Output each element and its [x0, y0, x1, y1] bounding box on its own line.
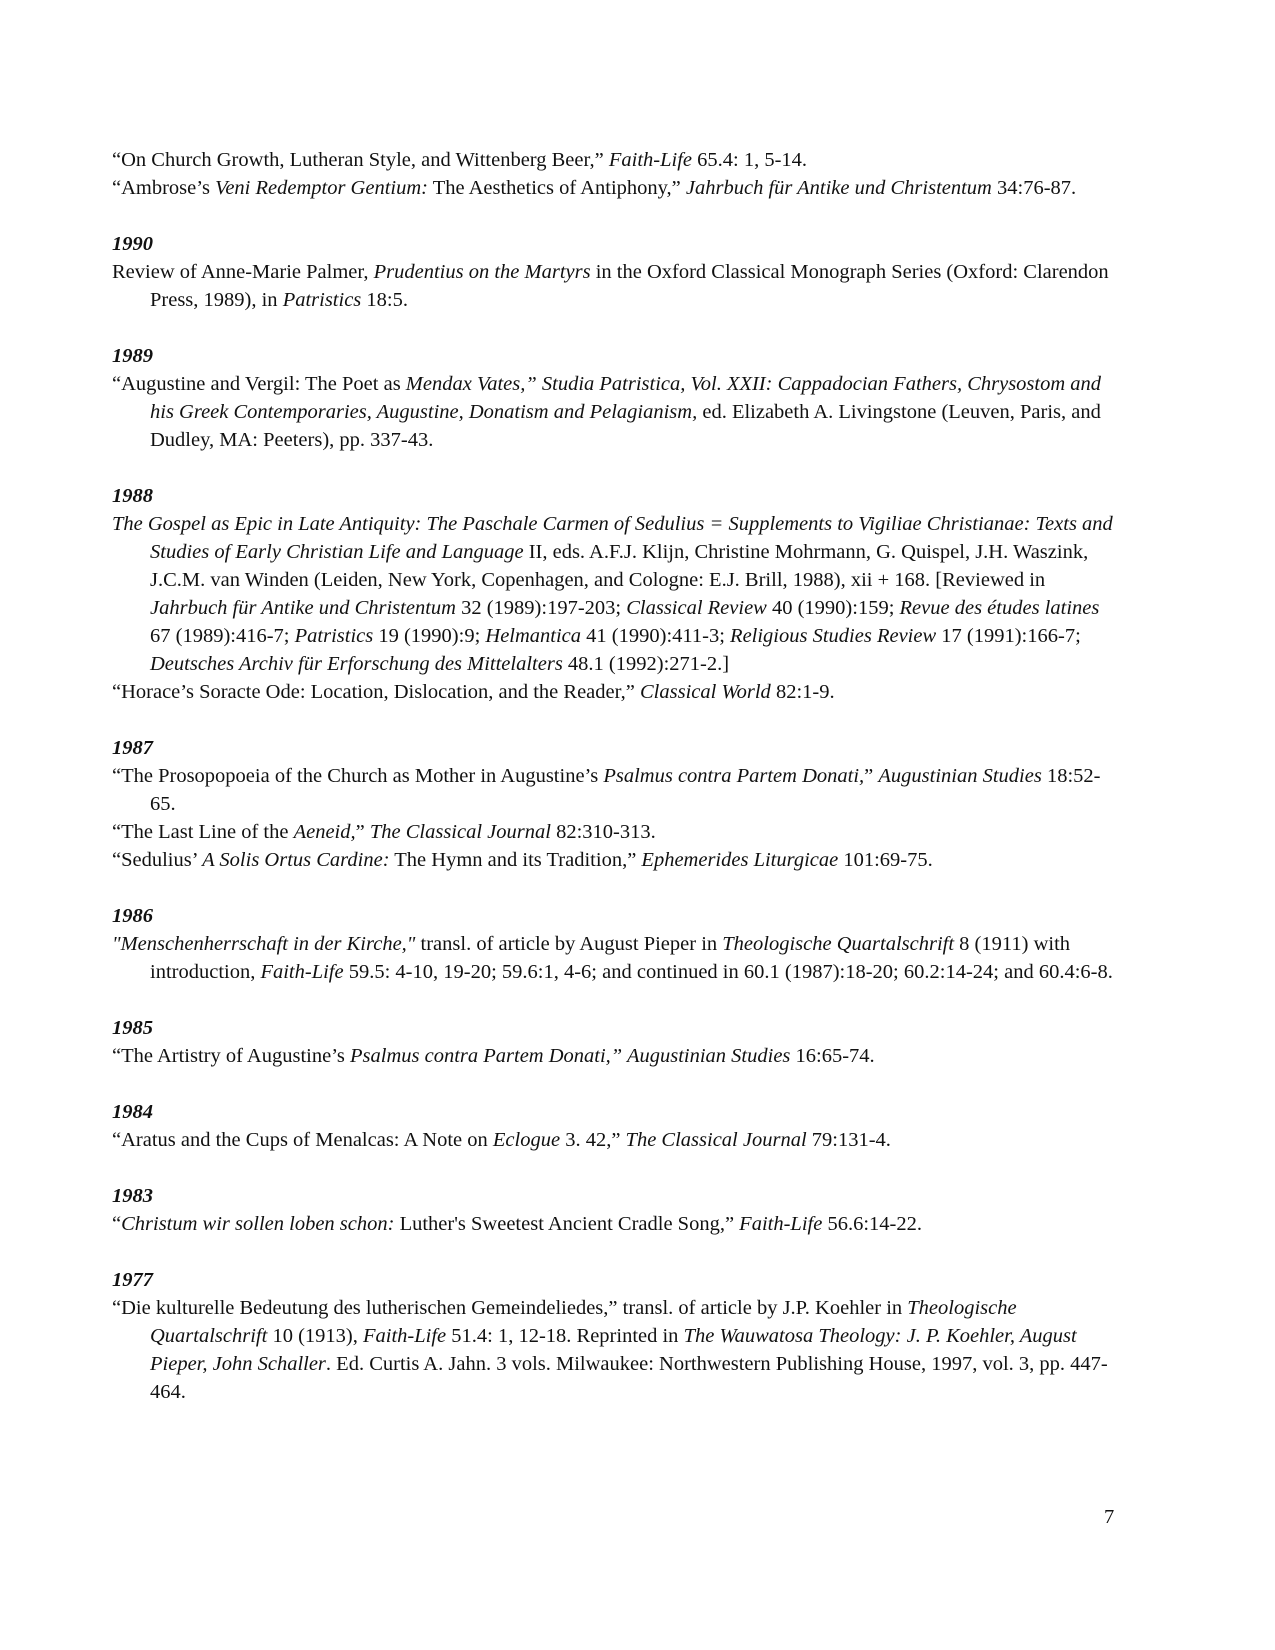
italic-title-segment: The Classical Journal: [625, 1129, 807, 1151]
bibliography-entry: [112, 510, 1122, 678]
text-segment: ”: [355, 821, 370, 843]
italic-title-segment: Aeneid,: [293, 821, 356, 843]
text-segment: The Hymn and its Tradition,”: [389, 849, 642, 871]
text-segment: 18:5.: [361, 289, 408, 311]
italic-title-segment: Mendax Vates,” Studia Patristica, Vol. XXII: Cappadocian Fathers, Chrysostom and his Greek Contemporaries, Augustine, Donatism and Pelagianism,: [150, 373, 1102, 423]
bibliography-entry: [112, 370, 1122, 454]
italic-title-segment: Christum wir sollen loben schon:: [121, 1213, 395, 1235]
text-segment: “Augustine and Vergil: The Poet as: [112, 373, 406, 395]
italic-title-segment: Classical Review: [626, 597, 767, 619]
italic-title-segment: Classical World: [640, 681, 771, 703]
bibliography-entry: [112, 678, 1122, 706]
text-segment: 16:65-74.: [790, 1045, 875, 1067]
italic-title-segment: Patristics: [282, 289, 362, 311]
text-segment: 59.5: 4-10, 19-20; 59.6:1, 4-6; and continued in 60.1 (1987):18-20; 60.2:14-24; and 60.4:6-8.: [343, 961, 1113, 983]
italic-title-segment: Patristics: [294, 625, 374, 647]
text-segment: 67 (1989):416-7;: [150, 625, 295, 647]
text-segment: “The Artistry of Augustine’s: [112, 1045, 351, 1067]
text-segment: Luther's Sweetest Ancient Cradle Song,”: [394, 1213, 740, 1235]
text-segment: “The Last Line of the: [112, 821, 294, 843]
italic-title-segment: Religious Studies Review: [730, 625, 937, 647]
year-heading: 1988: [112, 485, 153, 507]
section-spacer: [112, 1154, 1122, 1182]
italic-title-segment: Psalmus contra Partem Donati,: [603, 765, 865, 787]
italic-title-segment: A Solis Ortus Cardine:: [202, 849, 390, 871]
text-segment: in the Oxford Classical Monograph Series (Oxford: Clarendon Press, 1989), in: [150, 261, 1109, 311]
text-segment: “The Prosopopoeia of the Church as Mother in Augustine’s: [112, 765, 604, 787]
text-segment: “Horace’s Soracte Ode: Location, Dislocation, and the Reader,”: [112, 681, 640, 703]
section-spacer: [112, 706, 1122, 734]
bibliography-entry: [112, 174, 1122, 202]
italic-title-segment: "Menschenherrschaft in der Kirche,": [112, 933, 416, 955]
year-heading: 1977: [112, 1269, 153, 1291]
italic-title-segment: Theologische Quartalschrift: [722, 933, 955, 955]
year-heading: 1990: [112, 233, 153, 255]
bibliography-entry: [112, 258, 1122, 314]
italic-title-segment: Theologische Quartalschrift: [150, 1297, 1017, 1347]
text-segment: II, eds. A.F.J. Klijn, Christine Mohrmann, G. Quispel, J.H. Waszink, J.C.M. van Winden (Leiden, New York, Copenhagen, and Cologne: E.J. Brill, 1988), xii + 168. [Reviewed in: [150, 541, 1089, 591]
italic-title-segment: Faith-Life: [608, 149, 693, 171]
text-segment: Review of Anne-Marie Palmer,: [112, 261, 374, 283]
text-segment: 41 (1990):411-3;: [581, 625, 731, 647]
text-segment: 40 (1990):159;: [766, 597, 900, 619]
italic-title-segment: Revue des études latines: [899, 597, 1100, 619]
italic-title-segment: Helmantica: [485, 625, 582, 647]
text-segment: 82:310-313.: [550, 821, 656, 843]
section-spacer: [112, 314, 1122, 342]
text-segment: 3. 42,”: [560, 1129, 626, 1151]
text-segment: transl. of article by August Pieper in: [415, 933, 723, 955]
text-segment: 17 (1991):166-7;: [936, 625, 1081, 647]
section-spacer: [112, 202, 1122, 230]
bibliography-entry: [112, 146, 1122, 174]
text-segment: 32 (1989):197-203;: [455, 597, 627, 619]
text-segment: 10 (1913),: [267, 1325, 363, 1347]
year-heading: 1986: [112, 905, 153, 927]
text-segment: “Aratus and the Cups of Menalcas: A Note on: [112, 1129, 493, 1151]
year-heading: 1985: [112, 1017, 153, 1039]
italic-title-segment: The Wauwatosa Theology: J. P. Koehler, August Pieper, John Schaller: [150, 1325, 1077, 1375]
italic-title-segment: Jahrbuch für Antike und Christentum: [150, 597, 456, 619]
italic-title-segment: The Classical Journal: [369, 821, 551, 843]
text-segment: 65.4: 1, 5-14.: [692, 149, 808, 171]
text-segment: The Aesthetics of Antiphony,”: [427, 177, 686, 199]
italic-title-segment: Psalmus contra Partem Donati,” Augustinian Studies: [350, 1045, 791, 1067]
page-number: 7: [1104, 1506, 1115, 1528]
year-heading: 1989: [112, 345, 153, 367]
italic-title-segment: Eclogue: [492, 1129, 561, 1151]
text-segment: “Die kulturelle Bedeutung des lutherischen Gemeindeliedes,” transl. of article by J.P. Koehler in: [112, 1297, 908, 1319]
year-heading: 1987: [112, 737, 153, 759]
bibliography-entry: [112, 846, 1122, 874]
bibliography-entry: [112, 1126, 1122, 1154]
text-segment: 8 (1911) with introduction,: [150, 933, 1071, 983]
italic-title-segment: Faith-Life: [362, 1325, 447, 1347]
section-spacer: [112, 454, 1122, 482]
italic-title-segment: Faith-Life: [260, 961, 344, 983]
text-segment: “Sedulius’: [112, 849, 203, 871]
text-segment: “Ambrose’s: [112, 177, 216, 199]
italic-title-segment: The Gospel as Epic in Late Antiquity: The Paschale Carmen of Sedulius = Supplements to Vigiliae Christianae: Texts and Studies of Early Christian Life and Language: [112, 513, 1113, 563]
text-segment: 51.4: 1, 12-18. Reprinted in: [446, 1325, 684, 1347]
bibliography-entry: [112, 818, 1122, 846]
bibliography-entry: [112, 1294, 1122, 1406]
italic-title-segment: Faith-Life: [739, 1213, 823, 1235]
text-segment: ed. Elizabeth A. Livingstone (Leuven, Paris, and Dudley, MA: Peeters), pp. 337-43.: [150, 401, 1101, 451]
text-segment: “: [112, 1213, 122, 1235]
bibliography-entry: [112, 1042, 1122, 1070]
bibliography-page: [112, 146, 1122, 1406]
section-spacer: [112, 874, 1122, 902]
section-spacer: [112, 1070, 1122, 1098]
year-heading: 1984: [112, 1101, 153, 1123]
text-segment: 19 (1990):9;: [373, 625, 486, 647]
bibliography-entry: [112, 1210, 1122, 1238]
section-spacer: [112, 986, 1122, 1014]
text-segment: “On Church Growth, Lutheran Style, and Wittenberg Beer,”: [112, 149, 609, 171]
text-segment: ”: [864, 765, 879, 787]
section-spacer: [112, 1238, 1122, 1266]
italic-title-segment: Prudentius on the Martyrs: [373, 261, 591, 283]
text-segment: 101:69-75.: [838, 849, 933, 871]
text-segment: . Ed. Curtis A. Jahn. 3 vols. Milwaukee: Northwestern Publishing House, 1997, vol. 3, pp. 447-464.: [150, 1353, 1108, 1403]
italic-title-segment: Augustinian Studies: [878, 765, 1042, 787]
text-segment: 56.6:14-22.: [822, 1213, 922, 1235]
year-heading: 1983: [112, 1185, 153, 1207]
text-segment: 82:1-9.: [770, 681, 835, 703]
italic-title-segment: Ephemerides Liturgicae: [641, 849, 839, 871]
text-segment: 18:52-65.: [150, 765, 1101, 815]
italic-title-segment: Jahrbuch für Antike und Christentum: [685, 177, 992, 199]
italic-title-segment: Deutsches Archiv für Erforschung des Mittelalters: [150, 653, 563, 675]
text-segment: 79:131-4.: [806, 1129, 891, 1151]
italic-title-segment: Veni Redemptor Gentium:: [215, 177, 428, 199]
bibliography-entry: [112, 930, 1122, 986]
text-segment: 48.1 (1992):271-2.]: [562, 653, 730, 675]
text-segment: 34:76-87.: [991, 177, 1077, 199]
bibliography-entry: [112, 762, 1122, 818]
